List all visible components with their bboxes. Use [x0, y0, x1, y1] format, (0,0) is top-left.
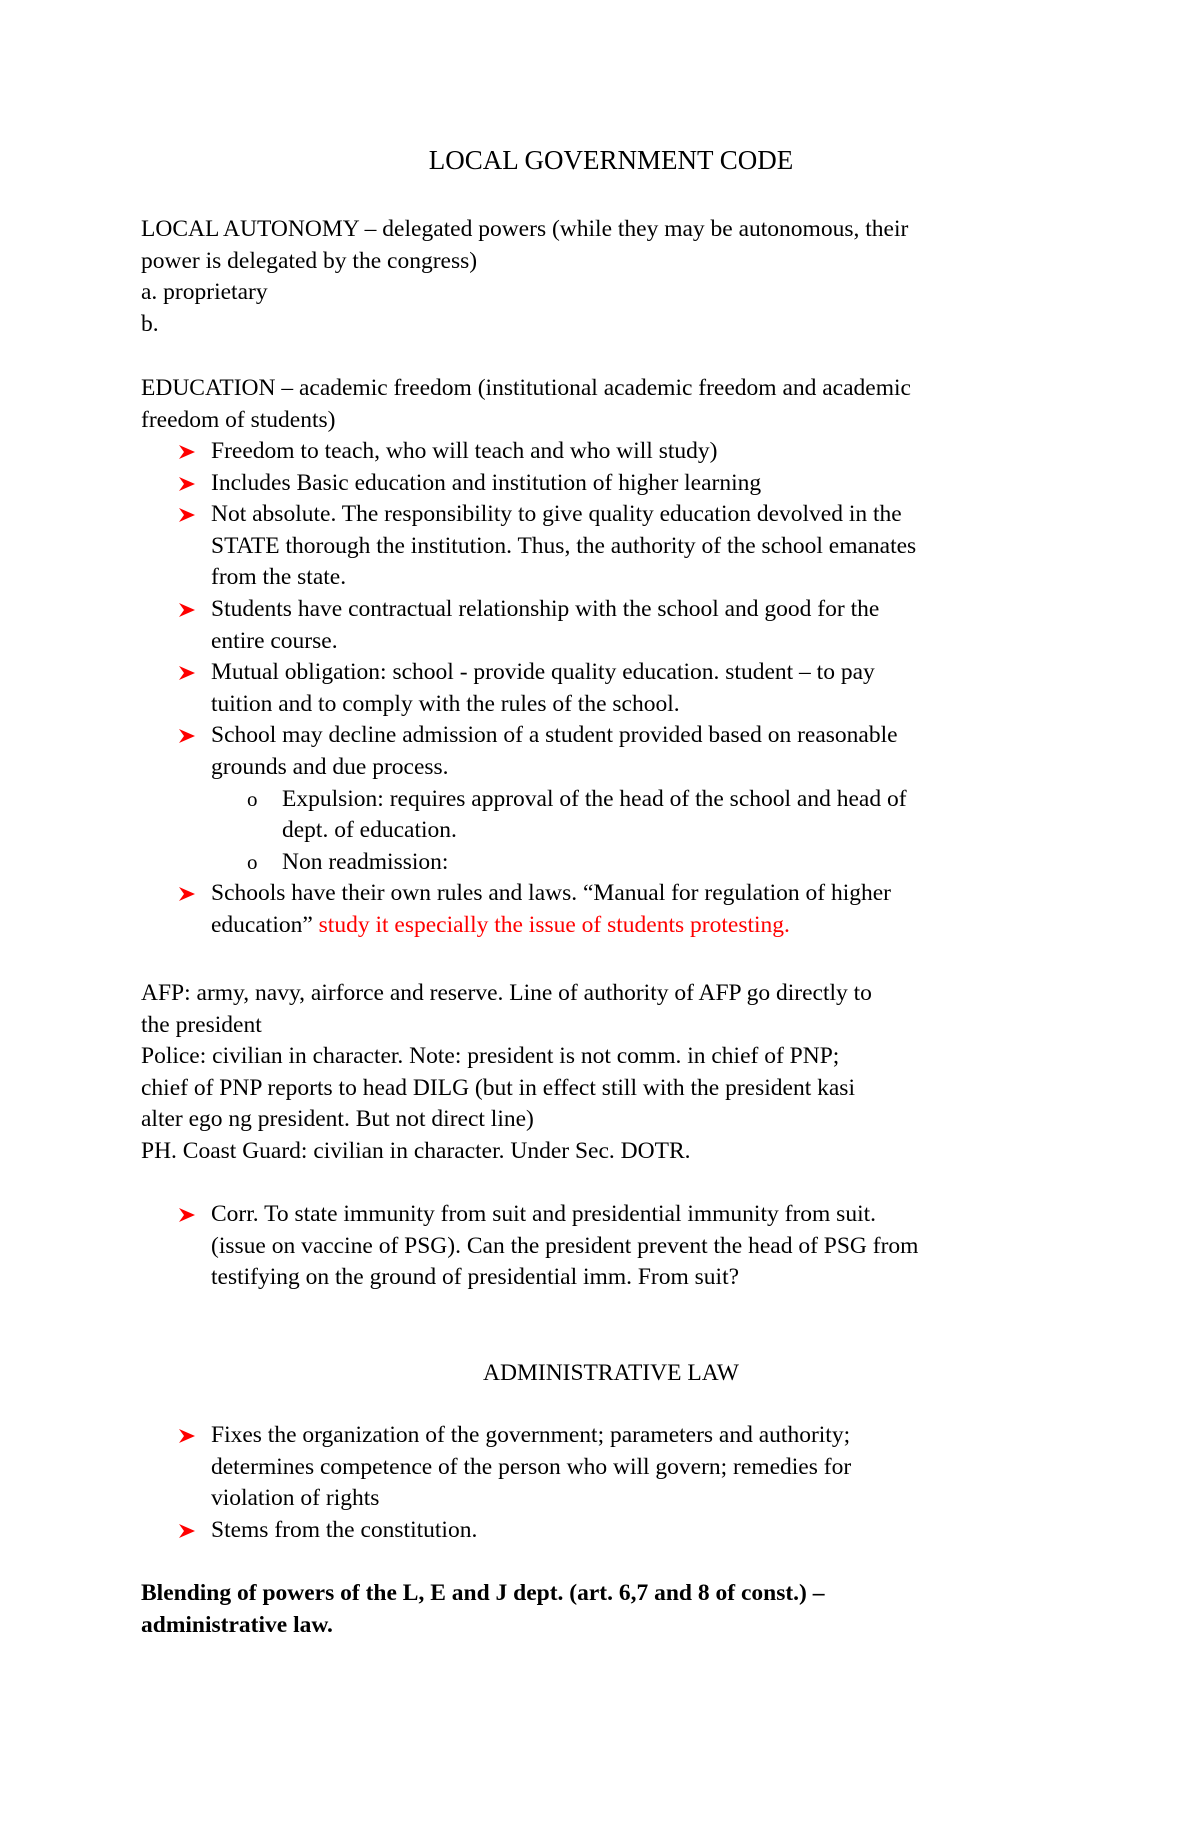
- text-line: Fixes the organization of the government; parameters and authority;: [211, 1422, 851, 1448]
- text-line: b.: [141, 310, 159, 337]
- text-line: chief of PNP reports to head DILG (but in effect still with the president kasi: [141, 1074, 855, 1101]
- text-line: EDUCATION – academic freedom (institutional academic freedom and academic: [141, 375, 911, 401]
- text-line: Not absolute. The responsibility to give quality education devolved in the: [211, 501, 902, 528]
- text-line: alter ego ng president. But not direct line): [141, 1106, 534, 1133]
- highlighted-note: study it especially the issue of students protesting.: [318, 911, 790, 938]
- text-line: Blending of powers of the L, E and J dept. (art. 6,7 and 8 of const.) –: [141, 1580, 825, 1606]
- list-item: [141, 468, 1081, 500]
- text-line: (issue on vaccine of PSG). Can the president prevent the head of PSG from: [211, 1232, 919, 1259]
- text-line: administrative law.: [141, 1611, 333, 1638]
- arrowhead-bullet-icon: [178, 594, 198, 626]
- text-line: Expulsion: requires approval of the head of the school and head of: [282, 785, 907, 812]
- circle-bullet-icon: o: [247, 786, 258, 811]
- sub-list-item: [141, 847, 1081, 879]
- list-item: [141, 436, 1081, 468]
- text-line: AFP: army, navy, airforce and reserve. Line of authority of AFP go directly to: [141, 980, 872, 1006]
- text-line: Mutual obligation: school - provide quality education. student – to pay: [211, 659, 875, 686]
- text-line: Non readmission:: [282, 848, 449, 875]
- list-item: [141, 499, 1081, 594]
- text-line: Police: civilian in character. Note: president is not comm. in chief of PNP;: [141, 1043, 840, 1070]
- arrowhead-bullet-icon: [178, 1515, 198, 1547]
- arrowhead-bullet-icon: [178, 1420, 198, 1452]
- text-line: dept. of education.: [282, 817, 457, 844]
- text-line: Schools have their own rules and laws. “Manual for regulation of higher: [211, 880, 892, 907]
- education-section: [141, 373, 1061, 436]
- text-line: from the state.: [211, 564, 347, 591]
- local-autonomy-section: [141, 214, 1061, 340]
- text-line: power is delegated by the congress): [141, 247, 478, 274]
- text-line: the president: [141, 1011, 262, 1038]
- list-item: [141, 720, 1081, 783]
- arrowhead-bullet-icon: [178, 878, 198, 910]
- arrowhead-bullet-icon: [178, 436, 198, 468]
- text-segment: education”: [211, 911, 313, 938]
- arrowhead-bullet-icon: [178, 720, 198, 752]
- text-line: [211, 910, 1081, 942]
- circle-bullet-icon: o: [247, 849, 258, 874]
- blending-section: [141, 1578, 1061, 1641]
- list-item: [141, 1515, 1081, 1547]
- document-title: LOCAL GOVERNMENT CODE: [428, 145, 794, 175]
- text-line: Students have contractual relationship with the school and good for the: [211, 595, 880, 622]
- text-line: entire course.: [211, 627, 338, 654]
- list-item: [141, 594, 1081, 657]
- text-line: Includes Basic education and institution of higher learning: [211, 469, 762, 496]
- education-bullet-list: [141, 436, 1081, 942]
- sub-list-item: [141, 784, 1081, 847]
- text-line: grounds and due process.: [211, 753, 449, 780]
- text-line: LOCAL AUTONOMY – delegated powers (while they may be autonomous, their: [141, 216, 909, 242]
- text-line: testifying on the ground of presidential imm. From suit?: [211, 1264, 740, 1291]
- section-heading: ADMINISTRATIVE LAW: [483, 1360, 739, 1386]
- text-line: violation of rights: [211, 1485, 380, 1512]
- arrowhead-bullet-icon: [178, 1199, 198, 1231]
- admin-law-bullet-list: [141, 1420, 1081, 1546]
- arrowhead-bullet-icon: [178, 499, 198, 531]
- text-line: freedom of students): [141, 406, 336, 433]
- text-line: Freedom to teach, who will teach and who will study): [211, 438, 718, 464]
- text-line: PH. Coast Guard: civilian in character. Under Sec. DOTR.: [141, 1137, 691, 1164]
- arrowhead-bullet-icon: [178, 657, 198, 689]
- corr-bullet-list: [141, 1199, 1081, 1294]
- text-line: tuition and to comply with the rules of the school.: [211, 690, 680, 717]
- text-line: a. proprietary: [141, 279, 268, 306]
- arrowhead-bullet-icon: [178, 468, 198, 500]
- text-line: School may decline admission of a student provided based on reasonable: [211, 722, 898, 749]
- text-line: Corr. To state immunity from suit and presidential immunity from suit.: [211, 1201, 876, 1227]
- list-item: [141, 657, 1081, 720]
- afp-section: [141, 978, 1061, 1168]
- list-item: [141, 878, 1081, 941]
- text-line: STATE thorough the institution. Thus, the authority of the school emanates: [211, 532, 917, 559]
- text-line: Stems from the constitution.: [211, 1516, 478, 1543]
- list-item: [141, 1420, 1081, 1515]
- text-line: determines competence of the person who will govern; remedies for: [211, 1453, 852, 1480]
- list-item: [141, 1199, 1081, 1294]
